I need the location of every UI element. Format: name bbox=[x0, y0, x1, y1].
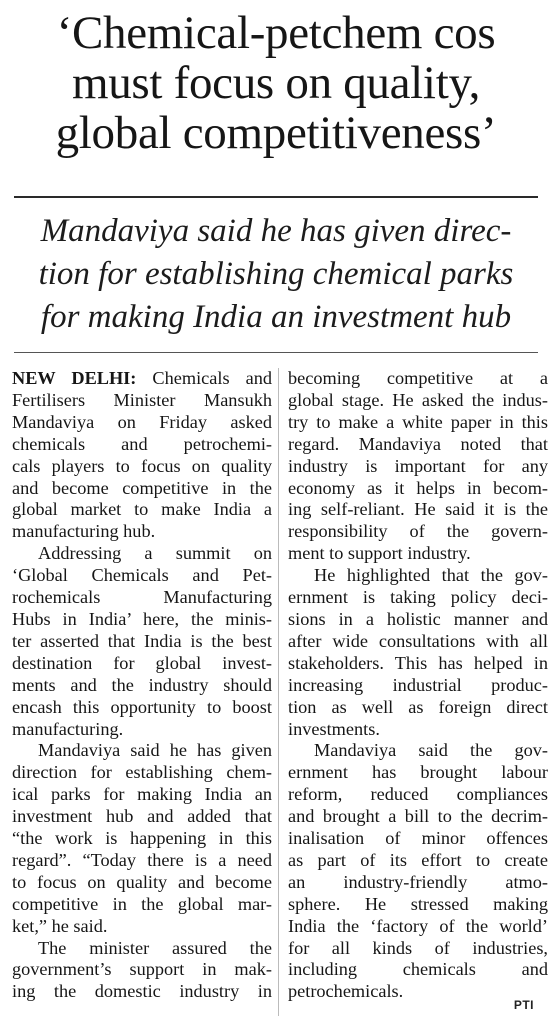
article-line: ing the domestic industry in bbox=[12, 981, 272, 1002]
article-line: ‘Global Chemicals and Pet- bbox=[12, 565, 272, 586]
article-line: ments and the industry should bbox=[12, 674, 272, 695]
article-line bbox=[12, 368, 272, 390]
article-line: for all kinds of industries, bbox=[288, 937, 548, 958]
article-line: Addressing a summit on bbox=[38, 543, 272, 564]
headline bbox=[0, 8, 552, 158]
deck-line: tion for establishing chemical parks bbox=[38, 256, 514, 292]
article-line: Fertilisers Minister Mansukh bbox=[12, 389, 272, 410]
article-line: sions in a holistic manner and bbox=[288, 608, 548, 629]
article-line: ernment is taking policy deci- bbox=[288, 587, 548, 608]
article-line: industry is important for any bbox=[288, 455, 548, 476]
article-line: chemicals and petrochemi- bbox=[12, 433, 272, 454]
article-line: cals players to focus on quality bbox=[12, 455, 272, 476]
article-line: Mandaviya said the gov- bbox=[314, 740, 548, 761]
article-line: He highlighted that the gov- bbox=[314, 565, 548, 586]
article-line: encash this opportunity to boost bbox=[12, 696, 272, 717]
headline-line: must focus on quality, bbox=[71, 57, 481, 109]
article-line: stakeholders. This has helped in bbox=[288, 652, 548, 673]
article-line: competitive in the global mar- bbox=[12, 893, 272, 914]
article-line: and become competitive in the bbox=[12, 477, 272, 498]
article-line: becoming competitive at a bbox=[288, 368, 548, 388]
article-line: regard”. “Today there is a need bbox=[12, 849, 272, 870]
deck-line: Mandaviya said he has given direc- bbox=[40, 213, 512, 249]
article-line: as part of its effort to create bbox=[288, 849, 548, 870]
headline-line: global competitiveness’ bbox=[55, 107, 497, 159]
article-line: sphere. He stressed making bbox=[288, 893, 548, 914]
article-line: try to make a white paper in this bbox=[288, 411, 548, 432]
article-line: and brought a bill to the decrim- bbox=[288, 806, 548, 827]
divider-rule bbox=[14, 196, 538, 198]
article-line: reform, reduced compliances bbox=[288, 784, 548, 805]
article-line: investment hub and added that bbox=[12, 806, 272, 827]
deck-line: for making India an investment hub bbox=[40, 299, 512, 335]
article-line: manufacturing hub. bbox=[12, 521, 156, 542]
article-column-right bbox=[288, 368, 548, 1003]
article-line: economy as it helps in becom- bbox=[288, 477, 548, 498]
article-line: destination for global invest- bbox=[12, 652, 272, 673]
article-line: investments. bbox=[288, 718, 380, 739]
article-line: manufacturing. bbox=[12, 718, 124, 739]
article-line: ing self-reliant. He said it is the bbox=[288, 499, 548, 520]
article-line: to focus on quality and become bbox=[12, 871, 272, 892]
article-line: Mandaviya said he has given bbox=[38, 740, 272, 761]
article-line: government’s support in mak- bbox=[12, 959, 272, 980]
article-line: ment to support industry. bbox=[288, 543, 471, 564]
article-line: regard. Mandaviya noted that bbox=[288, 433, 548, 454]
article-line: Hubs in India’ here, the minis- bbox=[12, 608, 272, 629]
article-line: ical parks for making India an bbox=[12, 784, 272, 805]
article-line: inalisation of minor offences bbox=[288, 828, 548, 849]
article-line: after wide consultations with all bbox=[288, 630, 548, 651]
headline-line: ‘Chemical-petchem cos bbox=[56, 7, 496, 59]
article-line: ernment has brought labour bbox=[288, 762, 548, 783]
article-line: responsibility of the govern- bbox=[288, 521, 548, 542]
divider-rule bbox=[14, 352, 538, 353]
dateline: NEW DELHI: bbox=[12, 368, 137, 388]
article-line: “the work is happening in this bbox=[12, 828, 272, 849]
article-line: The minister assured the bbox=[38, 937, 272, 958]
article-line: including chemicals and bbox=[288, 959, 548, 980]
column-divider bbox=[278, 368, 279, 1016]
article-line: direction for establishing chem- bbox=[12, 762, 272, 783]
article-line: global stage. He asked the indus- bbox=[288, 389, 548, 410]
article-text: Chemicals and bbox=[152, 368, 272, 388]
article-line: ket,” he said. bbox=[12, 915, 108, 936]
article-line: ter asserted that India is the best bbox=[12, 630, 272, 651]
article-line: rochemicals Manufacturing bbox=[12, 587, 272, 608]
article-column-left bbox=[12, 368, 272, 1003]
news-agency-credit: PTI bbox=[513, 998, 534, 1012]
article-line: tion as well as foreign direct bbox=[288, 696, 548, 717]
article-line: petrochemicals. bbox=[288, 981, 404, 1002]
article-line: India the ‘factory of the world’ bbox=[288, 915, 548, 936]
article-line: Mandaviya on Friday asked bbox=[12, 411, 272, 432]
article-line: global market to make India a bbox=[12, 499, 272, 520]
article-line: an industry-friendly atmo- bbox=[288, 871, 548, 892]
article-line: increasing industrial produc- bbox=[288, 674, 548, 695]
deck-subheadline bbox=[0, 210, 552, 339]
